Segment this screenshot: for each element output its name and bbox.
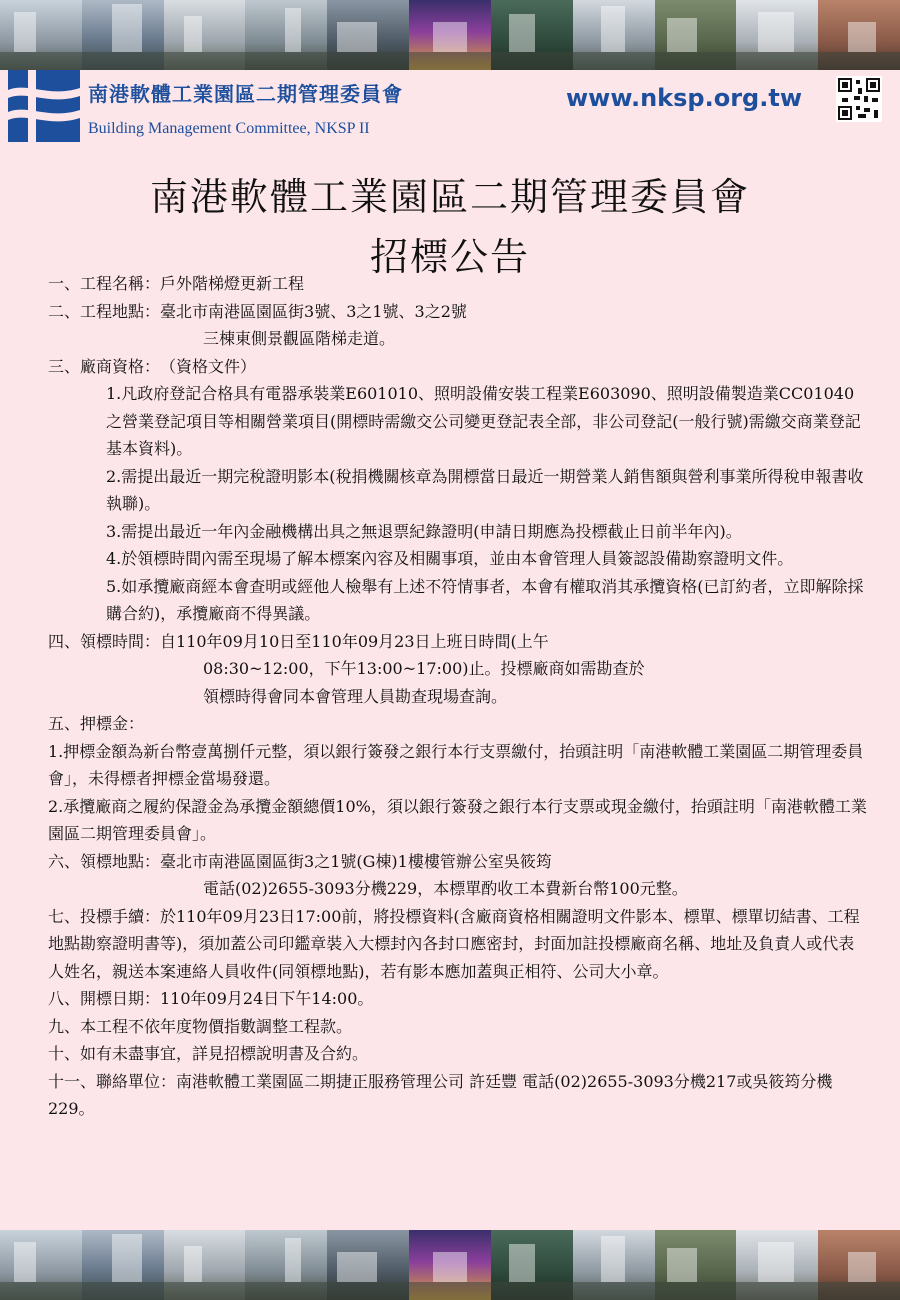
section-label: 三、廠商資格： — [48, 356, 161, 376]
photo-tile — [491, 1230, 573, 1300]
org-name-en: Building Management Committee, NKSP II — [88, 120, 370, 137]
section-project-location — [48, 298, 868, 326]
photo-tile — [818, 0, 900, 70]
section-bid-collection-time — [48, 628, 868, 656]
photo-tile — [245, 0, 327, 70]
qualification-item: 5.如承攬廠商經本會查明或經他人檢舉有上述不符情事者，本會有權取消其承攬資格(已訂約者，立即解除採購合約)，承攬廠商不得異議。 — [106, 576, 864, 623]
photo-tile — [573, 1230, 655, 1300]
section-text: 臺北市南港區園區街3號、3之1號、3之2號 — [160, 301, 467, 321]
photo-tile — [736, 1230, 818, 1300]
bottom-photo-strip — [0, 1230, 900, 1300]
qr-code-icon — [836, 76, 882, 122]
section-project-name — [48, 270, 868, 298]
section-opening-date: 八、開標日期：110年09月24日下午14:00。 — [48, 989, 374, 1008]
photo-tile — [491, 0, 573, 70]
photo-tile — [573, 0, 655, 70]
section-label: 四、領標時間： — [48, 631, 161, 651]
notice-title: 招標公告 — [369, 235, 530, 279]
section-bid-procedure: 七、投標手續：於110年09月23日17:00前，將投標資料(含廠商資格相關證明文件影本、標單、標單切結書、工程地點勘察證明書等)，須加蓋公司印鑑章裝入大標封內各封口應密封，封面加註投標廠商名稱、地址及負責人或代表人姓名，親送本案連絡人員收件(同領標地點)，若有影本應加蓋與正相符、公司大小章。 — [48, 906, 860, 981]
photo-tile — [736, 0, 818, 70]
bid-bond-paragraph: 1.押標金額為新台幣壹萬捌仟元整，須以銀行簽發之銀行本行支票繳付，抬頭註明「南港軟體工業園區二期管理委員會」，未得標者押標金當場發還。 — [48, 741, 864, 788]
section-label: 一、工程名稱： — [48, 274, 161, 293]
qualification-item: 3.需提出最近一年內金融機構出具之無退票紀錄證明(申請日期應為投標截止日前半年內)。 — [106, 521, 742, 541]
section-label: 二、工程地點： — [48, 301, 161, 321]
section-bid-bond-label: 五、押標金： — [48, 714, 145, 733]
performance-bond-paragraph: 2.承攬廠商之履約保證金為承攬金額總價10%，須以銀行簽發之銀行本行支票或現金繳付，抬頭註明「南港軟體工業園區二期管理委員會」。 — [48, 796, 867, 843]
qualification-item: 1.凡政府登記合格具有電器承裝業E601010、照明設備安裝工程業E603090、照明設備製造業CC01040之營業登記項目等相關營業項目(開標時需繳交公司變更登記表全部，非公司登記(一般行號)需繳交商業登記基本資料)。 — [106, 384, 861, 458]
photo-tile — [82, 0, 164, 70]
section-contact: 十一、聯絡單位：南港軟體工業園區二期捷正服務管理公司 許廷豐 電話(02)2655-3093分機217或吳筱筠分機229。 — [48, 1071, 833, 1118]
photo-tile — [818, 1230, 900, 1300]
section-text: 自110年09月10日至110年09月23日上班日時間(上午 — [160, 631, 549, 651]
photo-tile — [327, 1230, 409, 1300]
qualification-item: 2.需提出最近一期完稅證明影本(稅捐機關核章為開標當日最近一期營業人銷售額與營利事業所得稅申報書收執聯)。 — [106, 466, 864, 513]
website-url[interactable]: www.nksp.org.tw — [566, 84, 802, 112]
photo-tile — [409, 1230, 491, 1300]
section-bid-collection-place — [48, 848, 868, 876]
notice-org-title: 南港軟體工業園區二期管理委員會 — [149, 175, 750, 219]
section-other-matters: 十、如有未盡事宜，詳見招標說明書及合約。 — [48, 1044, 369, 1063]
section-text-cont: 08:30~12:00，下午13:00~17:00)止。投標廠商如需勘查於 — [203, 659, 645, 678]
photo-tile — [409, 0, 491, 70]
section-text-cont: 三棟東側景觀區階梯走道。 — [203, 329, 396, 348]
photo-tile — [164, 0, 246, 70]
photo-tile — [82, 1230, 164, 1300]
section-note: （資格文件） — [160, 356, 257, 376]
nksp-logo-icon — [8, 70, 80, 142]
section-text-cont: 電話(02)2655-3093分機229，本標單酌收工本費新台幣100元整。 — [203, 879, 688, 898]
photo-tile — [245, 1230, 327, 1300]
photo-tile — [655, 0, 737, 70]
section-vendor-qualification — [48, 353, 868, 381]
photo-tile — [0, 0, 82, 70]
photo-tile — [327, 0, 409, 70]
section-text: 臺北市南港區園區街3之1號(G棟)1樓樓管辦公室吳筱筠 — [160, 851, 552, 871]
photo-tile — [164, 1230, 246, 1300]
notice-body — [48, 270, 868, 1123]
photo-tile — [655, 1230, 737, 1300]
section-label: 六、領標地點： — [48, 851, 161, 871]
section-price-adjustment: 九、本工程不依年度物價指數調整工程款。 — [48, 1016, 353, 1036]
section-text: 戶外階梯燈更新工程 — [160, 274, 305, 293]
section-text-cont: 領標時得會同本會管理人員勘查現場查詢。 — [203, 686, 508, 706]
photo-tile — [0, 1230, 82, 1300]
org-name-zh: 南港軟體工業園區二期管理委員會 — [88, 82, 403, 106]
qualification-item: 4.於領標時間內需至現場了解本標案內容及相關事項，並由本會管理人員簽認設備勘察證明文件。 — [106, 549, 794, 568]
top-photo-strip — [0, 0, 900, 70]
